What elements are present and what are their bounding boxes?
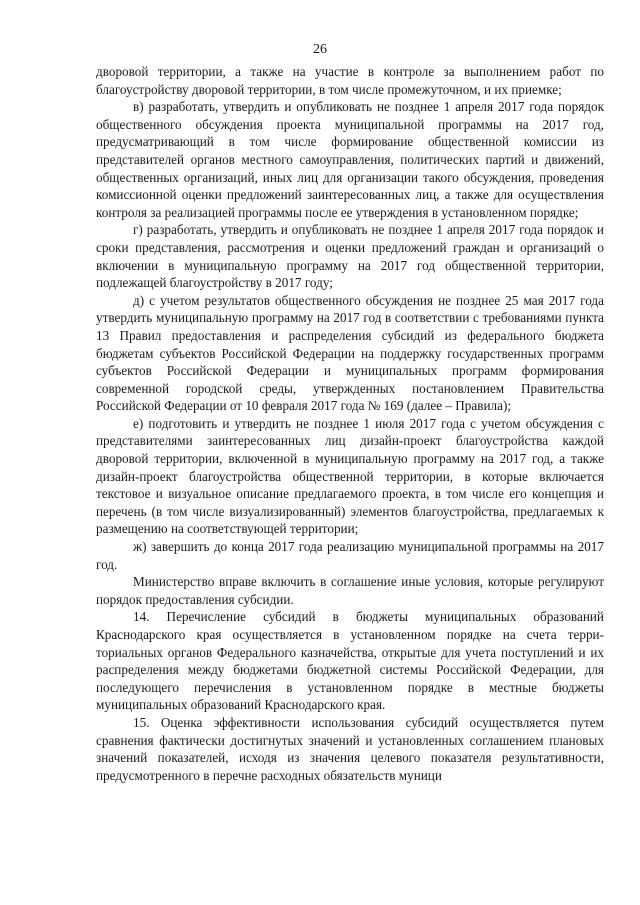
page-number: 26 — [313, 42, 327, 57]
document-body — [96, 63, 604, 784]
paragraph-ministry: Министерство вправе включить в соглашение иные условия, которые регулируют порядок предоставления субсидии. — [96, 574, 604, 607]
paragraph-item-v: в) разработать, утвердить и опубликовать не позднее 1 апреля 2017 года порядок общественного обсуждения проекта муниципальной программы на 2017 год, предусматривающий в том числе формирование общественной комиссии из представителей органов местного самоуправления, политических партий и движений, общественных организаций, иных лиц для организации такого обсуждения, проведения комиссионной оценки предложений заинтересованных лиц, а также для осуществления контроля за реализацией программы после ее утверждения в установленном порядке; — [96, 99, 604, 220]
paragraph-15: 15. Оценка эффективности использования субсидий осуществляется путем сравнения фактически достигнутых значений и установленных соглашением плановых значений показателей, исходя из значения целевого показателя результативности, предусмотренного в перечне расходных обязательств муници — [96, 714, 604, 783]
paragraph-item-d: д) с учетом результатов общественного обсуждения не позднее 25 мая 2017 года утвердить муниципальную программу на 2017 год в соответствии с требованиями пункта 13 Правил предоставления и распределения субсидий из федерального бюджета бюджетам субъектов Российской Федерации на поддержку государственных программ субъектов Российской Федерации и муниципальных программ формирования современной городской среды, утвержденных постановлением Правительства Российской Федерации от 10 февраля 2017 года № 169 (далее – Правила); — [96, 292, 604, 414]
paragraph-item-g: г) разработать, утвердить и опубликовать не позднее 1 апреля 2017 года порядок и сроки представления, рассмотрения и оценки предложений граждан и организаций о включении в муниципальную программу на 2017 год общественной территории, подлежащей благоустройству в 2017 году; — [96, 222, 604, 291]
paragraph-continuation: дворовой территории, а также на участие в контроле за выполнением работ по благоустройству дворовой территории, в том числе промежуточном, и их приемке; — [96, 64, 604, 97]
paragraph-item-e: е) подготовить и утвердить не позднее 1 июля 2017 года с учетом обсуждения с представителями заинтересованных лиц дизайн-проект благоустройства каждой дворовой территории, включенной в муниципальную программу на 2017 год, а также дизайн-проект благоустройства общественной территории, в которые включается текстовое и визуальное описание предлагаемого проекта, в том числе его концепция и перечень (в том числе визуализированный) элементов благоустройства, предлагаемых к размещению на соответствующей территории; — [96, 415, 604, 537]
paragraph-item-zh: ж) завершить до конца 2017 года реализацию муниципальной программы на 2017 год. — [96, 539, 604, 572]
paragraph-14: 14. Перечисление субсидий в бюджеты муниципальных образований Краснодарского края осуществляется в установленном порядке на счета территориальных органов Федерального казначейства, открытые для учета поступлений и их распределения между бюджетами бюджетной системы Российской Федерации, для последующего перечисления в установленном порядке в местные бюджеты муниципальных образований Краснодарского края. — [96, 609, 604, 713]
